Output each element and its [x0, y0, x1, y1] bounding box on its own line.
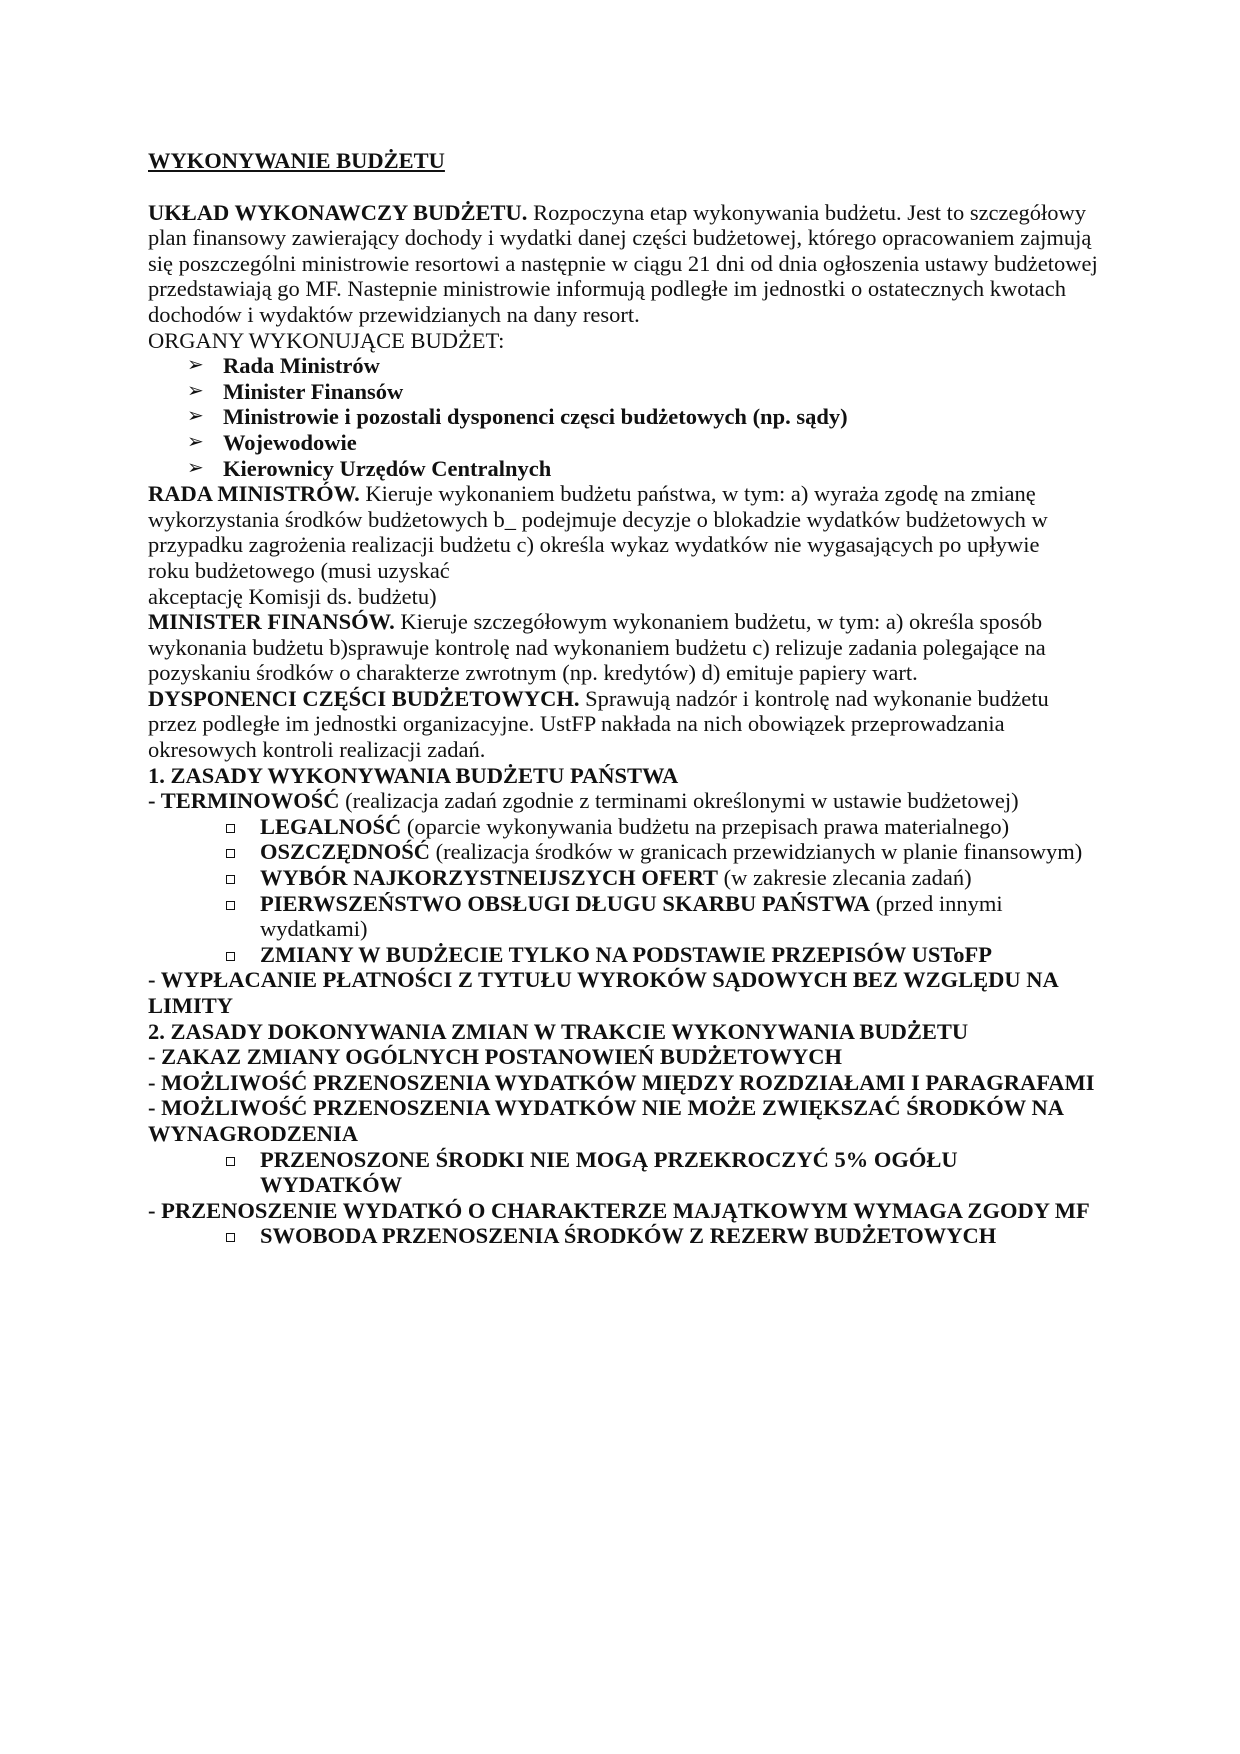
arrow-bullet-icon: ➢ — [187, 456, 204, 479]
document-page — [148, 148, 1098, 1249]
zasady1-list — [148, 814, 1098, 968]
arrow-bullet-icon: ➢ — [187, 430, 204, 453]
arrow-bullet-icon: ➢ — [187, 405, 204, 428]
list-item: SWOBODA PRZENOSZENIA ŚRODKÓW Z REZERW BUDŻETOWYCH — [148, 1223, 1098, 1249]
square-bullet-icon — [226, 1233, 235, 1242]
list-item: LEGALNOŚĆ (oparcie wykonywania budżetu na przepisach prawa materialnego) — [148, 814, 1098, 840]
rada-text-2: akceptację Komisji ds. budżetu) — [148, 583, 437, 609]
square-bullet-icon — [226, 849, 235, 858]
zasady2-sublist-2 — [148, 1223, 1098, 1249]
square-bullet-icon — [226, 824, 235, 833]
section-minister — [148, 609, 1098, 686]
uklad-text: Rozpoczyna etap wykonywania budżetu. Jest to szczegółowy plan finansowy zawierający dochody i wydatki danej części budżetowej, którego opracowaniem zajmują się poszczególni ministrowie resortowi a następnie w ciągu 21 dni od dnia ogłoszenia ustawy budżetowej przedstawiają go MF. Nastepnie ministrowie informują podległe im jednostki o ostatecznych kwotach dochodów i wydaktów przewidzianych na dany resort. — [148, 199, 1098, 327]
section-dysponenci — [148, 686, 1098, 763]
minister-text: Kieruje szczegółowym wykonaniem budżetu, w tym: a) określa sposób wykonania budżetu b)sprawuje kontrolę nad wykonaniem budżetu c) relizuje zadania polegające na pozyskaniu środków o charakterze zwrotnym (np. kredytów) d) emituje papiery wart. — [148, 609, 1046, 686]
list-item: OSZCZĘDNOŚĆ (realizacja środków w granicach przewidzianych w planie finansowym) — [148, 839, 1098, 865]
zasady2-line-2: - MOŻLIWOŚĆ PRZENOSZENIA WYDATKÓW MIĘDZY ROZDZIAŁAMI I PARAGRAFAMI — [148, 1069, 1095, 1095]
arrow-bullet-icon: ➢ — [187, 379, 204, 402]
list-item: PRZENOSZONE ŚRODKI NIE MOGĄ PRZEKROCZYĆ 5% OGÓŁU WYDATKÓW — [148, 1147, 1098, 1198]
document-title: WYKONYWANIE BUDŻETU — [148, 148, 445, 173]
uklad-heading: UKŁAD WYKONAWCZY BUDŻETU. — [148, 199, 528, 225]
organy-list — [148, 353, 1098, 481]
list-item: ZMIANY W BUDŻECIE TYLKO NA PODSTAWIE PRZEPISÓW USToFP — [148, 942, 1098, 968]
list-item: ➢ Ministrowie i pozostali dysponenci częsci budżetowych (np. sądy) — [187, 404, 848, 430]
list-item: ➢ Rada Ministrów — [187, 353, 380, 379]
square-bullet-icon — [226, 901, 235, 910]
organy-heading: ORGANY WYKONUJĄCE BUDŻET: — [148, 327, 505, 353]
zasady1-heading: 1. ZASADY WYKONYWANIA BUDŻETU PAŃSTWA — [148, 762, 679, 788]
list-item: ➢ Kierownicy Urzędów Centralnych — [187, 455, 552, 481]
dysponenci-text: Sprawują nadzór i kontrolę nad wykonanie budżetu przez podległe im jednostki organizacyjne. UstFP nakłada na nich obowiązek przeprowadzania okresowych kontroli realizacji zadań. — [148, 685, 1049, 763]
zasady2-heading: 2. ZASADY DOKONYWANIA ZMIAN W TRAKCIE WYKONYWANIA BUDŻETU — [148, 1018, 969, 1044]
square-bullet-icon — [226, 875, 235, 884]
list-item: WYBÓR NAJKORZYSTNEIJSZYCH OFERT (w zakresie zlecania zadań) — [148, 865, 1098, 891]
section-uklad — [148, 200, 1098, 328]
square-bullet-icon — [226, 1157, 235, 1166]
zasady1-wyplacanie: - WYPŁACANIE PŁATNOŚCI Z TYTUŁU WYROKÓW SĄDOWYCH BEZ WZGLĘDU NA LIMITY — [148, 967, 1058, 1018]
list-item: ➢ Minister Finansów — [187, 378, 404, 404]
rada-text: Kieruje wykonaniem budżetu państwa, w tym: a) wyraża zgodę na zmianę wykorzystania środków budżetowych b_ podejmuje decyzje o blokadzie wydatków budżetowych w przypadku zagrożenia realizacji budżetu c) określa wykaz wydatków nie wygasających po upływie roku budżetowego (musi uzyskać — [148, 481, 1048, 583]
list-item: ➢ Wojewodowie — [187, 429, 357, 455]
list-item: PIERWSZEŃSTWO OBSŁUGI DŁUGU SKARBU PAŃSTWA (przed innymi wydatkami) — [148, 891, 1098, 942]
arrow-bullet-icon: ➢ — [187, 354, 204, 377]
minister-heading: MINISTER FINANSÓW. — [148, 609, 395, 635]
zasady1-terminowosc: - TERMINOWOŚĆ (realizacja zadań zgodnie z terminami określonymi w ustawie budżetowej) — [148, 788, 1019, 814]
dysponenci-heading: DYSPONENCI CZĘŚCI BUDŻETOWYCH. — [148, 685, 580, 711]
square-bullet-icon — [226, 952, 235, 961]
section-rada — [148, 481, 1098, 583]
rada-heading: RADA MINISTRÓW. — [148, 481, 360, 507]
zasady2-line-1: - ZAKAZ ZMIANY OGÓLNYCH POSTANOWIEŃ BUDŻETOWYCH — [148, 1044, 843, 1070]
zasady2-line-4: - PRZENOSZENIE WYDATKÓ O CHARAKTERZE MAJĄTKOWYM WYMAGA ZGODY MF — [148, 1197, 1090, 1223]
zasady2-line-3: - MOŻLIWOŚĆ PRZENOSZENIA WYDATKÓW NIE MOŻE ZWIĘKSZAĆ ŚRODKÓW NA WYNAGRODZENIA — [148, 1095, 1063, 1146]
zasady2-sublist-1 — [148, 1147, 1098, 1198]
